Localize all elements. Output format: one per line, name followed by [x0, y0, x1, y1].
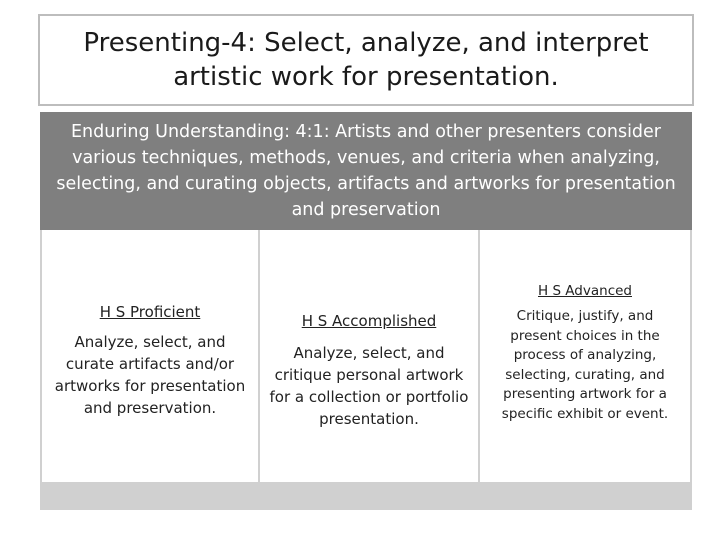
proficiency-levels-panel [40, 230, 692, 510]
column-accomplished [260, 230, 478, 482]
column-proficient-heading: H S Proficient [99, 303, 201, 321]
enduring-understanding-text: Enduring Understanding: 4:1: Artists and other presenters consider various techniques, methods, venues, and criteria when analyzing, selecting, and curating objects, artifacts and artworks for presentation and preservation [56, 122, 676, 220]
column-proficient-content [52, 301, 248, 419]
column-advanced-heading: H S Advanced [538, 282, 632, 299]
slide-title-box [38, 14, 694, 106]
column-advanced [480, 230, 690, 482]
panel-footer-bar [40, 482, 692, 510]
column-accomplished-text: Analyze, select, and critique personal artwork for a collection or portfolio presentation. [269, 344, 469, 428]
slide-title: Presenting-4: Select, analyze, and interpret artistic work for presentation. [83, 28, 649, 92]
column-accomplished-content [263, 310, 475, 430]
column-advanced-content [490, 282, 680, 425]
enduring-understanding-banner [40, 112, 692, 230]
column-accomplished-heading: H S Accomplished [301, 312, 437, 330]
column-proficient-text: Analyze, select, and curate artifacts and/or artworks for presentation and preservation. [54, 333, 246, 417]
column-proficient [42, 230, 258, 482]
column-advanced-text: Critique, justify, and present choices in the process of analyzing, selecting, curating, and presenting artwork for a specific exhibit or event. [501, 308, 669, 422]
